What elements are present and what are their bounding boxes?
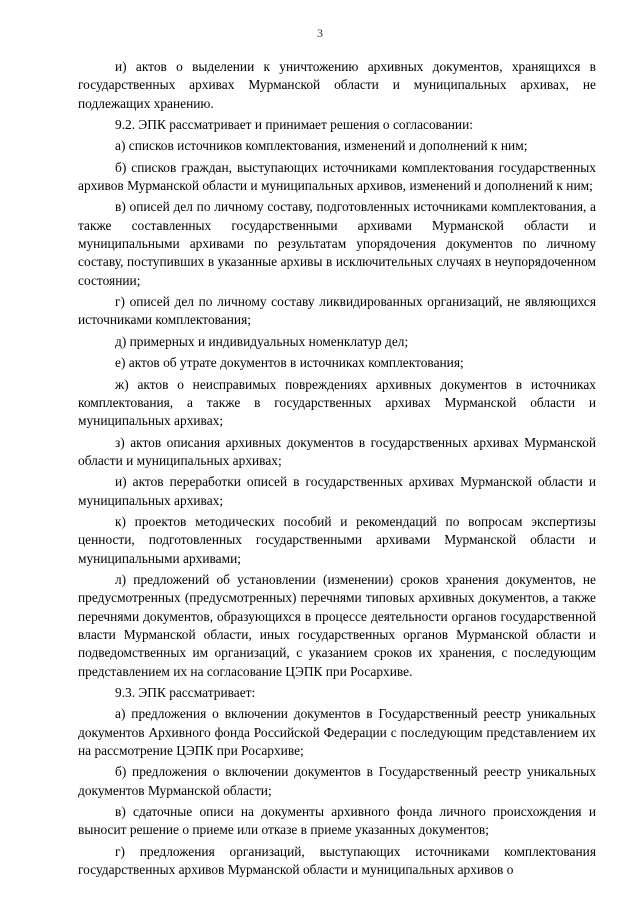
paragraph-a-lists-sources: а) списков источников комплектования, изменений и дополнений к ним; <box>115 138 528 154</box>
paragraph-l-storage-terms: л) предложений об установлении (изменении) сроков хранения документов, не предусмотренных (предусмотренных) перечнями типовых архивных документов, а также перечнями документов, образующихся в процессе деятельности органов государственной власти Мурманской области, иных государственных органов Мурманской области и подведомственных им организаций, с указанием сроков их хранения, с последующим представлением их на согласование ЦЭПК при Росархиве. <box>78 571 596 679</box>
paragraph-b-regional-register: б) предложения о включении документов в Государственный реестр уникальных документов Мурманской области; <box>78 764 596 798</box>
page-number: 3 <box>317 26 323 40</box>
paragraph-g-inventories-liquidated: г) описей дел по личному составу ликвидированных организаций, не являющихся источниками комплектования; <box>78 294 596 328</box>
paragraph-9-2-heading: 9.2. ЭПК рассматривает и принимает решения о согласовании: <box>115 117 473 133</box>
paragraph-v-inventories-personnel: в) описей дел по личному составу, подготовленных источниками комплектования, а также составленных государственными архивами Мурманской области и муниципальными архивами по результатам упорядочения документов по личному составу, поступивших в указанные архивы в исключительных случаях в неупорядоченном состоянии; <box>78 199 596 288</box>
paragraph-k-methodical-projects: к) проектов методических пособий и рекомендаций по вопросам экспертизы ценности, подготовленных государственными архивами Мурманской области и муниципальными архивами; <box>78 513 596 566</box>
paragraph-zh-acts-damage: ж) актов о неисправимых повреждениях архивных документов в источниках комплектования, а также в государственных архивах Мурманской области и муниципальных архивах; <box>78 376 596 429</box>
paragraph-i-acts-destruction: и) актов о выделении к уничтожению архивных документов, хранящихся в государственных архивах Мурманской области и муниципальных архивах, не подлежащих хранению. <box>78 59 596 111</box>
paragraph-d-nomenclatures: д) примерных и индивидуальных номенклатур дел; <box>115 333 409 349</box>
document-body <box>78 58 596 882</box>
paragraph-z-acts-description: з) актов описания архивных документов в государственных архивах Мурманской области и муниципальных архивах; <box>78 434 596 468</box>
paragraph-v-transfer-inventories: в) сдаточные описи на документы архивного фонда личного происхождения и выносит решение о приеме или отказе в приеме указанных документов; <box>78 804 596 838</box>
paragraph-b-lists-citizens: б) списков граждан, выступающих источниками комплектования государственных архивов Мурманской области и муниципальных архивов, изменений и дополнений к ним; <box>78 159 596 194</box>
paragraph-9-3-heading: 9.3. ЭПК рассматривает: <box>115 685 256 700</box>
paragraph-a-federal-register: а) предложения о включении документов в Государственный реестр уникальных документов Архивного фонда Российской Федерации с последующим представлением их на рассмотрение ЦЭПК при Росархиве; <box>78 706 596 759</box>
paragraph-i-acts-revision: и) актов переработки описей в государственных архивах Мурманской области и муниципальных архивах; <box>78 474 596 508</box>
paragraph-g-organization-proposals: г) предложения организаций, выступающих источниками комплектования государственных архивов Мурманской области и муниципальных архивов о <box>78 843 596 878</box>
paragraph-e-acts-loss: е) актов об утрате документов в источниках комплектования; <box>115 355 464 371</box>
